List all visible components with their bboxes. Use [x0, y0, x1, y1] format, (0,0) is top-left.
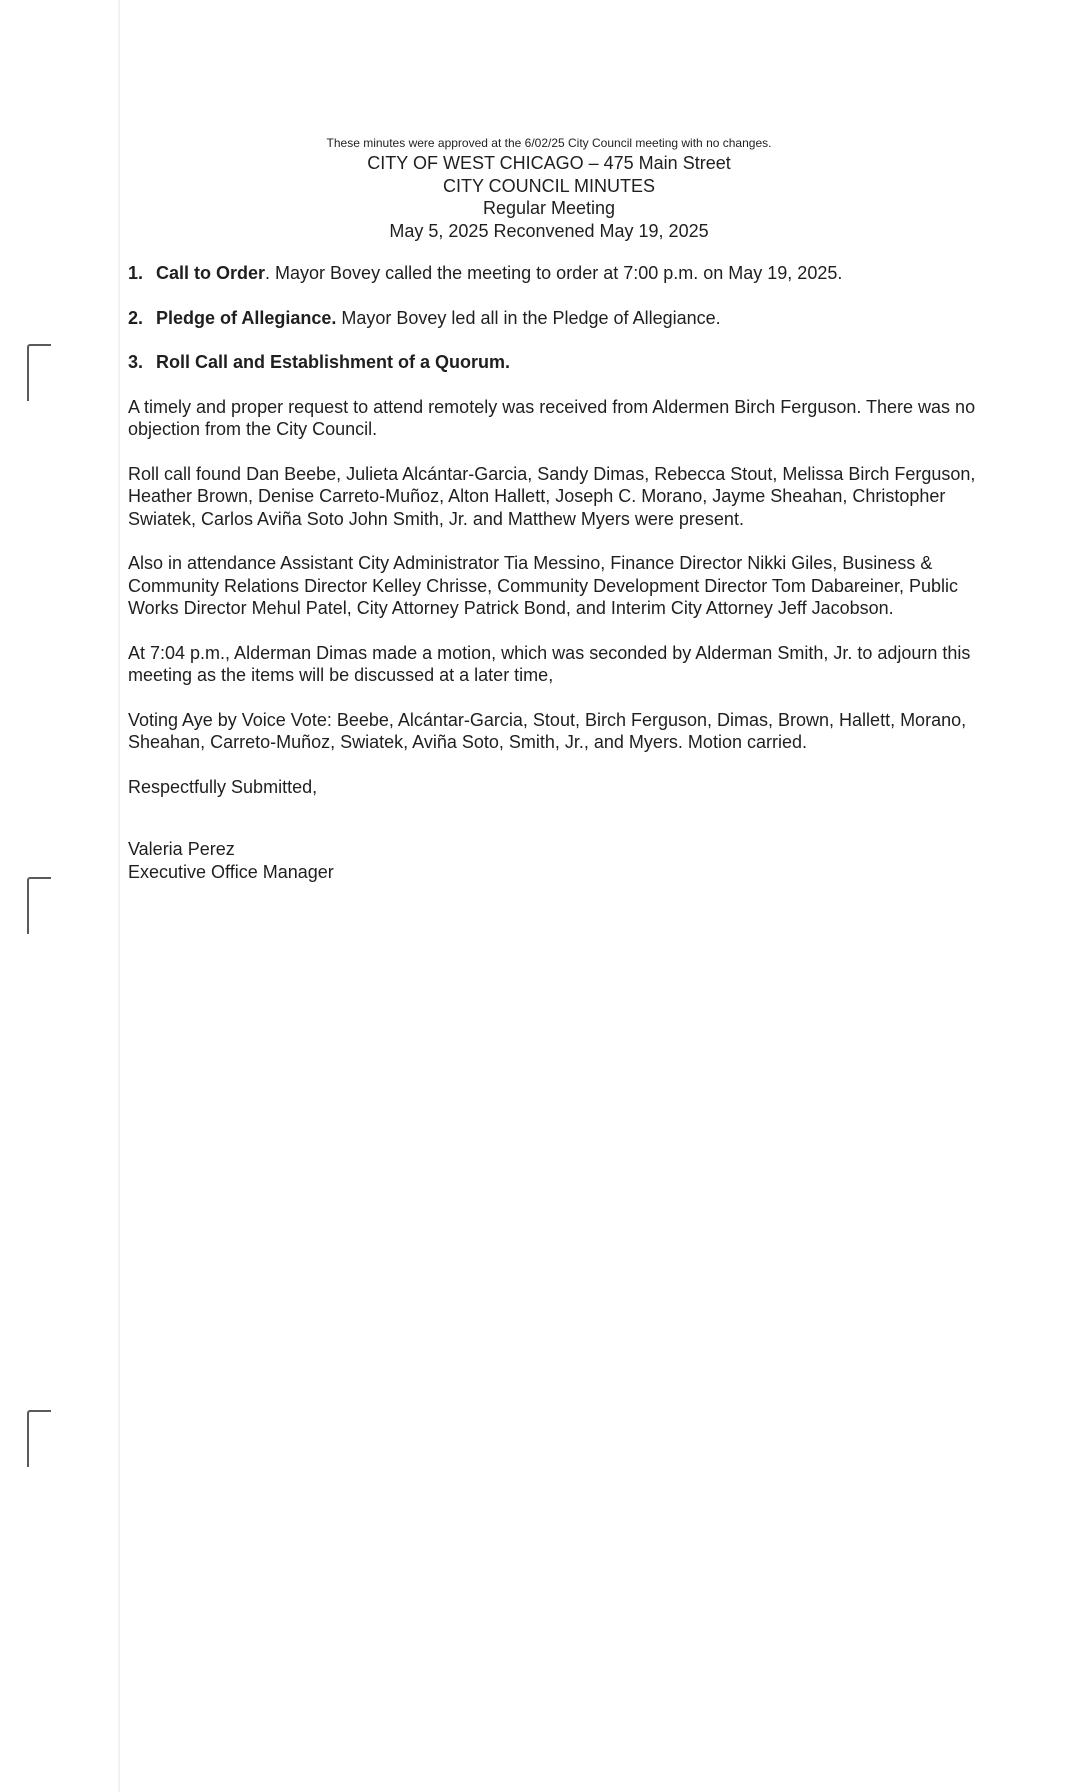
remote-attendance-paragraph: A timely and proper request to attend remotely was received from Aldermen Birch Ferguson. There was no objection from the City Council.: [128, 396, 976, 439]
signature-block: [128, 838, 978, 883]
attendance-paragraph: Also in attendance Assistant City Administrator Tia Messino, Finance Director Nikki Giles, Business & Community Relations Director Kelley Chrisse, Community Development Director Tom Dabareiner, Public Works Director Mehul Patel, City Attorney Patrick Bond, and Interim City Attorney Jeff Jacobson.: [128, 553, 958, 618]
agenda-item-call-to-order: [128, 262, 978, 285]
agenda-item-pledge: [128, 307, 978, 330]
item-title: Roll Call and Establishment of a Quorum.: [156, 352, 511, 372]
signatory-name: Valeria Perez: [128, 839, 235, 859]
item-text: Mayor Bovey led all in the Pledge of Allegiance.: [336, 307, 721, 328]
scan-edge-line: [118, 0, 120, 1792]
item-number: 3.: [128, 352, 144, 372]
header-line-date: May 5, 2025 Reconvened May 19, 2025: [389, 220, 709, 241]
binder-mark-bottom: [27, 1410, 51, 1467]
header-line-minutes: CITY COUNCIL MINUTES: [442, 175, 656, 196]
item-number: 1.: [128, 263, 144, 283]
vote-paragraph: Voting Aye by Voice Vote: Beebe, Alcántar-Garcia, Stout, Birch Ferguson, Dimas, Brown, Hallett, Morano, Sheahan, Carreto-Muñoz, Swiatek, Aviña Soto, Smith, Jr., and Myers. Motion carried.: [128, 709, 967, 752]
item-title: Pledge of Allegiance.: [156, 307, 337, 328]
closing-line: Respectfully Submitted,: [128, 776, 318, 797]
binder-mark-top: [27, 344, 51, 401]
header-line-meeting-type: Regular Meeting: [482, 198, 616, 218]
document-header: [249, 134, 849, 242]
item-number: 2.: [128, 307, 144, 328]
approval-note: These minutes were approved at the 6/02/25 City Council meeting with no changes.: [326, 136, 772, 150]
agenda-item-roll-call: [128, 351, 978, 374]
roll-call-paragraph: Roll call found Dan Beebe, Julieta Alcántar-Garcia, Sandy Dimas, Rebecca Stout, Melissa Birch Ferguson, Heather Brown, Denise Carreto-Muñoz, Alton Hallett, Joseph C. Morano, Jayme Sheahan, Christopher Swiatek, Carlos Aviña Soto John Smith, Jr. and Matthew Myers were present.: [128, 463, 976, 529]
item-title: Call to Order: [156, 263, 266, 283]
binder-mark-middle: [27, 877, 51, 934]
header-line-city: CITY OF WEST CHICAGO – 475 Main Street: [367, 153, 731, 173]
motion-paragraph: At 7:04 p.m., Alderman Dimas made a motion, which was seconded by Alderman Smith, Jr. to adjourn this meeting as the items will be discussed at a later time,: [128, 642, 971, 685]
item-text: . Mayor Bovey called the meeting to order at 7:00 p.m. on May 19, 2025.: [265, 263, 843, 283]
minutes-body: [128, 262, 978, 883]
signatory-title: Executive Office Manager: [128, 861, 334, 882]
